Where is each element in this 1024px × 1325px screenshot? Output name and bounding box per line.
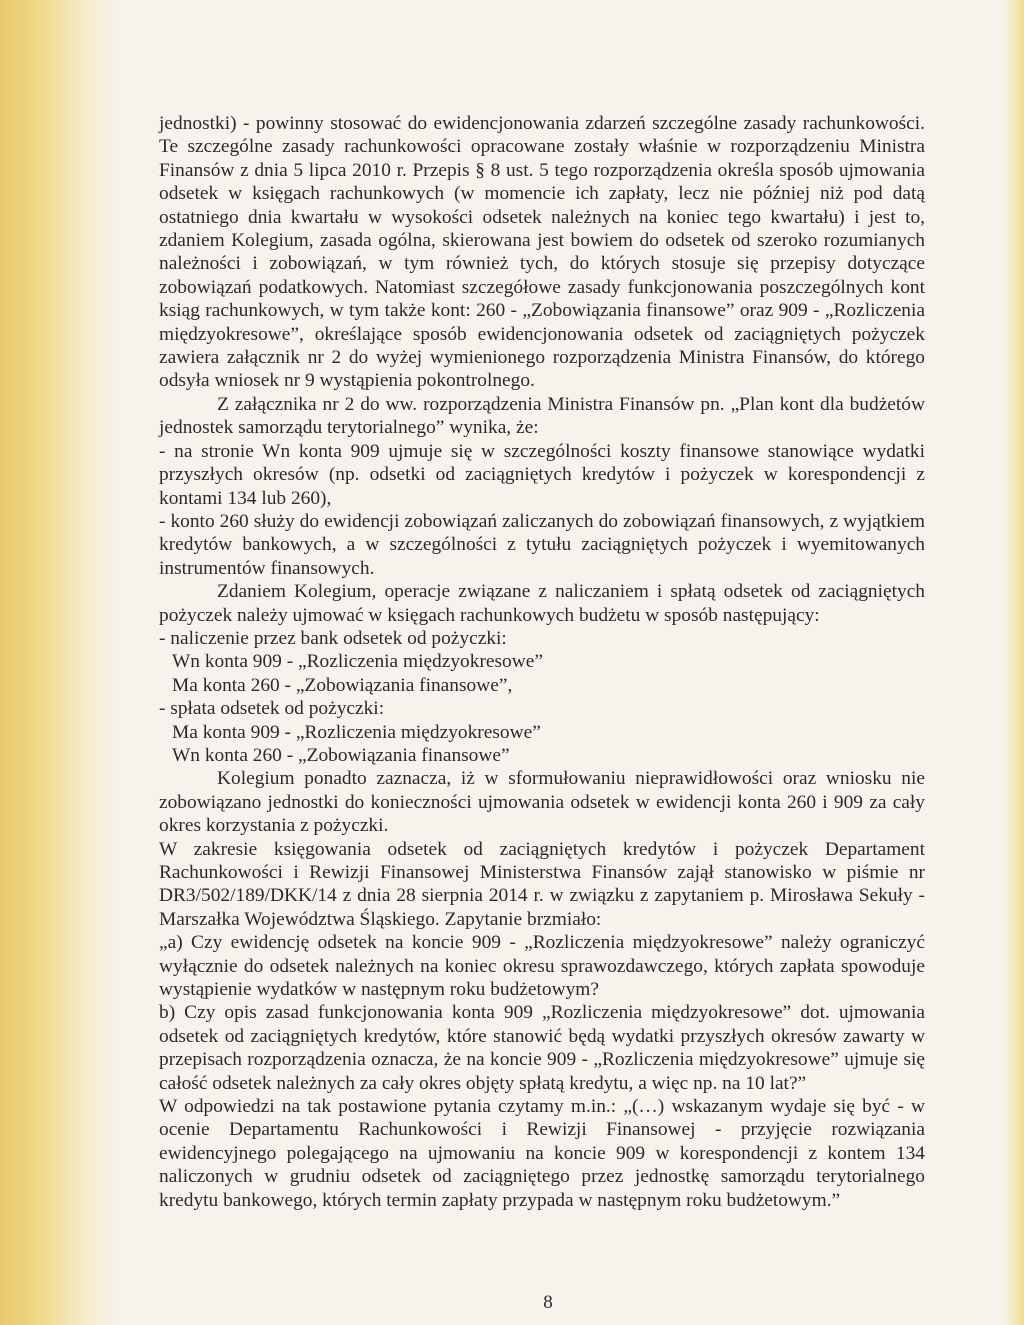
scan-edge-right — [1002, 0, 1024, 1325]
paragraph: Zdaniem Kolegium, operacje związane z naliczaniem i spłatą odsetek od zaciągniętych pożyczek należy ujmować w księgach rachunkowych budżetu w sposób następujący: — [159, 581, 925, 626]
paragraph: W odpowiedzi na tak postawione pytania czytamy m.in.: „(…) wskazanym wydaje się być - w ocenie Departamentu Rachunkowości i Rewizji Finansowej - przyjęcie rozwiązania ewidencyjnego polegającego na ujmowaniu na koncie 909 w korespondencji z kontem 134 naliczonych w grudniu odsetek od zaciągniętego przez jednostkę samorządu terytorialnego kredytu bankowego, których termin zapłaty przypada w następnym roku budżetowym.” — [159, 1096, 925, 1211]
scan-edge-left — [0, 0, 120, 1325]
page-number: 8 — [543, 1292, 553, 1313]
account-entry: Ma konta 260 - „Zobowiązania finansowe”, — [172, 674, 513, 696]
paragraph: Kolegium ponadto zaznacza, iż w sformułowaniu nieprawidłowości oraz wniosku nie zobowiązano jednostki do konieczności ujmowania odsetek w ewidencji konta 260 i 909 za cały okres korzystania z pożyczki. — [159, 768, 925, 837]
paragraph: b) Czy opis zasad funkcjonowania konta 909 „Rozliczenia międzyokresowe” dot. ujmowania odsetek od zaciągniętych kredytów, które stanowić będą wydatki przyszłych okresów zawarty w przepisach rozporządzenia oznacza, że na koncie 909 - „Rozliczenia międzyokresowe” ujmuje się całość odsetek należnych za cały okres objęty spłatą kredytu, a więc np. na 10 lat?” — [159, 1002, 925, 1094]
paragraph: jednostki) - powinny stosować do ewidencjonowania zdarzeń szczególne zasady rachunkowości. Te szczególne zasady rachunkowości opracowane zostały właśnie w rozporządzeniu Ministra Finansów z dnia 5 lipca 2010 r. Przepis § 8 ust. 5 tego rozporządzenia określa sposób ujmowania odsetek w księgach rachunkowych (w momencie ich zapłaty, lecz nie później niż pod datą ostatniego dnia kwartału w wysokości odsetek należnych na koniec tego kwartału) i jest to, zdaniem Kolegium, zasada ogólna, skierowana jest bowiem do odsetek od szeroko rozumianych należności i zobowiązań, w tym również tych, do których stosuje się przepisy dotyczące zobowiązań podatkowych. Natomiast szczegółowe zasady funkcjonowania poszczególnych kont ksiąg rachunkowych, w tym także kont: 260 - „Zobowiązania finansowe” oraz 909 - „Rozliczenia międzyokresowe”, określające sposób ewidencjonowania odsetek od zaciągniętych pożyczek zawiera załącznik nr 2 do wyżej wymienionego rozporządzenia Ministra Finansów, do którego odsyła wniosek nr 9 wystąpienia pokontrolnego. — [159, 113, 925, 392]
paragraph: - spłata odsetek od pożyczki: — [159, 698, 385, 720]
document-body — [159, 112, 925, 1212]
paragraph: W zakresie księgowania odsetek od zaciągniętych kredytów i pożyczek Departament Rachunkowości i Rewizji Finansowej Ministerstwa Finansów zajął stanowisko w piśmie nr DR3/502/189/DKK/14 z dnia 28 sierpnia 2014 r. w związku z zapytaniem p. Mirosława Sekuły - Marszałka Województwa Śląskiego. Zapytanie brzmiało: — [159, 838, 925, 930]
paragraph: - konto 260 służy do ewidencji zobowiązań zaliczanych do zobowiązań finansowych, z wyjątkiem kredytów bankowych, a w szczególności z tytułu zaciągniętych pożyczek i wyemitowanych instrumentów finansowych. — [159, 510, 925, 579]
account-entry: Ma konta 909 - „Rozliczenia międzyokresowe” — [172, 721, 541, 743]
account-entry: Wn konta 909 - „Rozliczenia międzyokresowe” — [172, 651, 543, 673]
paragraph: - naliczenie przez bank odsetek od pożyczki: — [159, 627, 507, 649]
paragraph: Z załącznika nr 2 do ww. rozporządzenia Ministra Finansów pn. „Plan kont dla budżetów jednostek samorządu terytorialnego” wynika, że: — [159, 393, 925, 439]
paragraph: - na stronie Wn konta 909 ujmuje się w szczególności koszty finansowe stanowiące wydatki przyszłych okresów (np. odsetki od zaciągniętych kredytów i pożyczek w korespondencji z kontami 134 lub 260), — [159, 440, 925, 509]
account-entry: Wn konta 260 - „Zobowiązania finansowe” — [172, 744, 510, 766]
paragraph: „a) Czy ewidencję odsetek na koncie 909 - „Rozliczenia międzyokresowe” należy ograniczyć wyłącznie do odsetek należnych na koniec okresu sprawozdawczego, których zapłata spowoduje wystąpienie wydatków w następnym roku budżetowym? — [159, 932, 925, 1001]
